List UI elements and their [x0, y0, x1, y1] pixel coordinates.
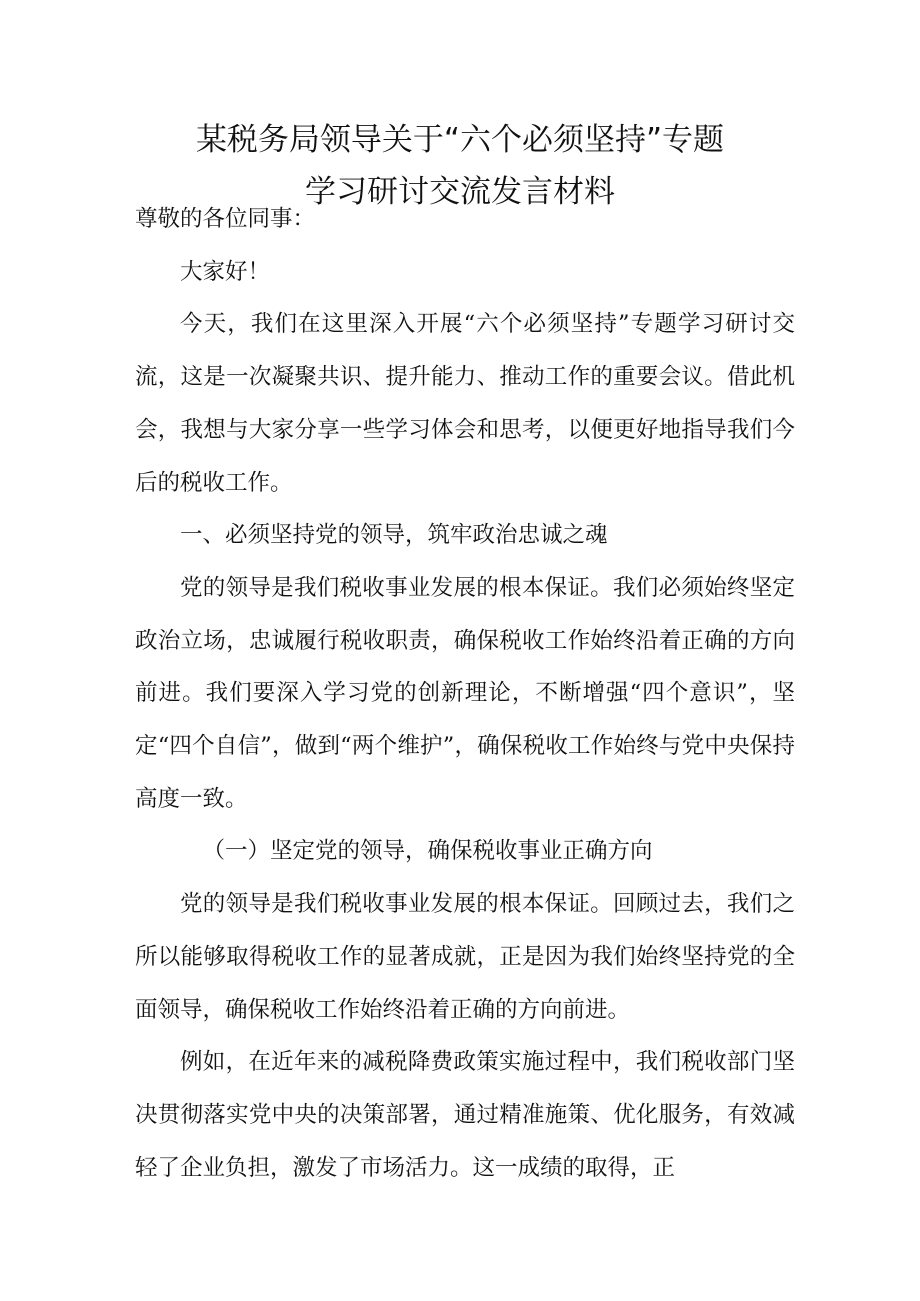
salutation: 尊敬的各位同事： [135, 206, 316, 232]
section-1-paragraph: 党的领导是我们税收事业发展的根本保证。我们必须始终坚定政治立场，忠诚履行税收职责，确保税收工作始终沿着正确的方向前进。我们要深入学习党的创新理论，不断增强“四个意识”，坚定“四个自信”，做到“两个维护”，确保税收工作始终与党中央保持高度一致。 [135, 574, 795, 812]
intro-paragraph: 今天，我们在这里深入开展“六个必须坚持”专题学习研讨交流，这是一次凝聚共识、提升能力、推动工作的重要会议。借此机会，我想与大家分享一些学习体会和思考，以便更好地指导我们今后的税收工作。 [135, 311, 795, 496]
document-body [135, 193, 795, 1194]
greeting: 大家好！ [180, 258, 271, 285]
section-heading-1: 一、必须坚持党的领导，筑牢政治忠诚之魂 [180, 522, 608, 549]
document-title-line-1: 某税务局领导关于“六个必须坚持”专题 [195, 122, 725, 158]
subsection-1-paragraph: 党的领导是我们税收事业发展的根本保证。回顾过去，我们之所以能够取得税收工作的显著成就，正是因为我们始终坚持党的全面领导，确保税收工作始终沿着正确的方向前进。 [135, 891, 795, 1023]
subsection-heading-1: （一）坚定党的领导，确保税收事业正确方向 [202, 838, 653, 865]
example-paragraph: 例如，在近年来的减税降费政策实施过程中，我们税收部门坚决贯彻落实党中央的决策部署，通过精准施策、优化服务，有效减轻了企业负担，激发了市场活力。这一成绩的取得，正 [135, 1049, 795, 1181]
document-title-line-2: 学习研讨交流发言材料 [305, 174, 615, 210]
